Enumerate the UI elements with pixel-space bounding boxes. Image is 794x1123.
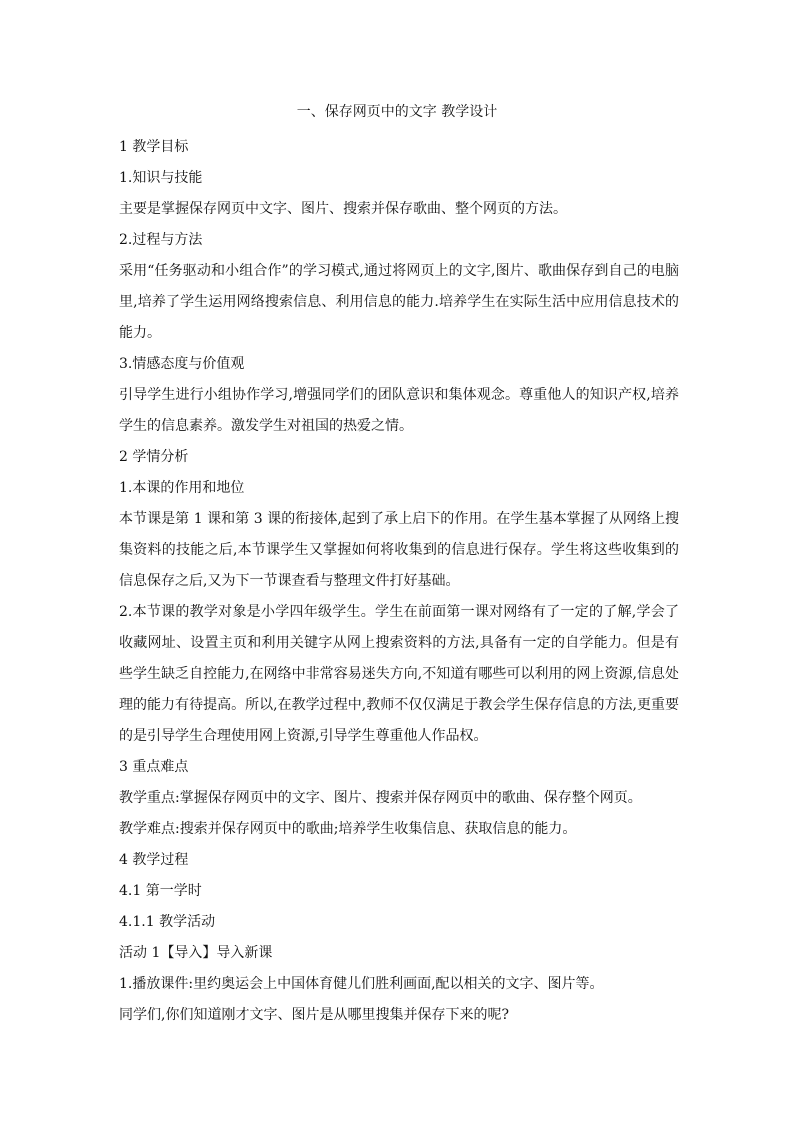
subsection-heading: 4.1.1 教学活动 [119, 914, 216, 930]
paragraph: 教学重点:掌握保存网页中的文字、图片、搜索并保存网页中的歌曲、保存整个网页。 [119, 790, 642, 806]
section-heading: 3 重点难点 [119, 759, 189, 775]
subsection-heading: 4.1 第一学时 [119, 883, 202, 899]
section-heading: 4 教学过程 [119, 852, 189, 868]
paragraph: 教学难点:搜索并保存网页中的歌曲;培养学生收集信息、获取信息的能力。 [119, 821, 577, 837]
activity-heading: 活动 1【导入】导入新课 [119, 945, 273, 961]
subsection-heading: 2.过程与方法 [119, 232, 203, 248]
paragraph: 1.播放课件:里约奥运会上中国体育健儿们胜利画面,配以相关的文字、图片等。 [119, 976, 604, 992]
section-heading: 1 教学目标 [119, 139, 189, 155]
subsection-heading: 3.情感态度与价值观 [119, 356, 245, 372]
paragraph: 2.本节课的教学对象是小学四年级学生。学生在前面第一课对网络有了一定的了解,学会了收藏网址、设置主页和利用关键字从网上搜索资料的方法,具备有一定的自学能力。但是有些学生缺乏自控能力,在网络中非常容易迷失方向,不知道有哪些可以利用的网上资源,信息处理的能力有待提高。所以,在教学过程中,教师不仅仅满足于教会学生保存信息的方法,更重要的是引导学生合理使用网上资源,引导学生尊重他人作品权。 [119, 604, 679, 744]
paragraph: 同学们,你们知道刚才文字、图片是从哪里搜集并保存下来的呢? [119, 1007, 509, 1023]
section-heading: 2 学情分析 [119, 449, 189, 465]
paragraph: 采用“任务驱动和小组合作”的学习模式,通过将网页上的文字,图片、歌曲保存到自己的电脑里,培养了学生运用网络搜索信息、利用信息的能力.培养学生在实际生活中应用信息技术的能力。 [119, 263, 679, 341]
document-title: 一、保存网页中的文字 教学设计 [296, 104, 498, 120]
subsection-heading: 1.本课的作用和地位 [119, 480, 245, 496]
subsection-heading: 1.知识与技能 [119, 170, 203, 186]
paragraph: 本节课是第 1 课和第 3 课的衔接体,起到了承上启下的作用。在学生基本掌握了从网络上搜集资料的技能之后,本节课学生又掌握如何将收集到的信息进行保存。学生将这些收集到的信息保存之后,又为下一节课查看与整理文件打好基础。 [119, 511, 679, 589]
paragraph: 主要是掌握保存网页中文字、图片、搜索并保存歌曲、整个网页的方法。 [119, 201, 567, 217]
document-body [119, 132, 679, 1031]
paragraph: 引导学生进行小组协作学习,增强同学们的团队意识和集体观念。尊重他人的知识产权,培养学生的信息素养。激发学生对祖国的热爱之情。 [119, 387, 679, 434]
